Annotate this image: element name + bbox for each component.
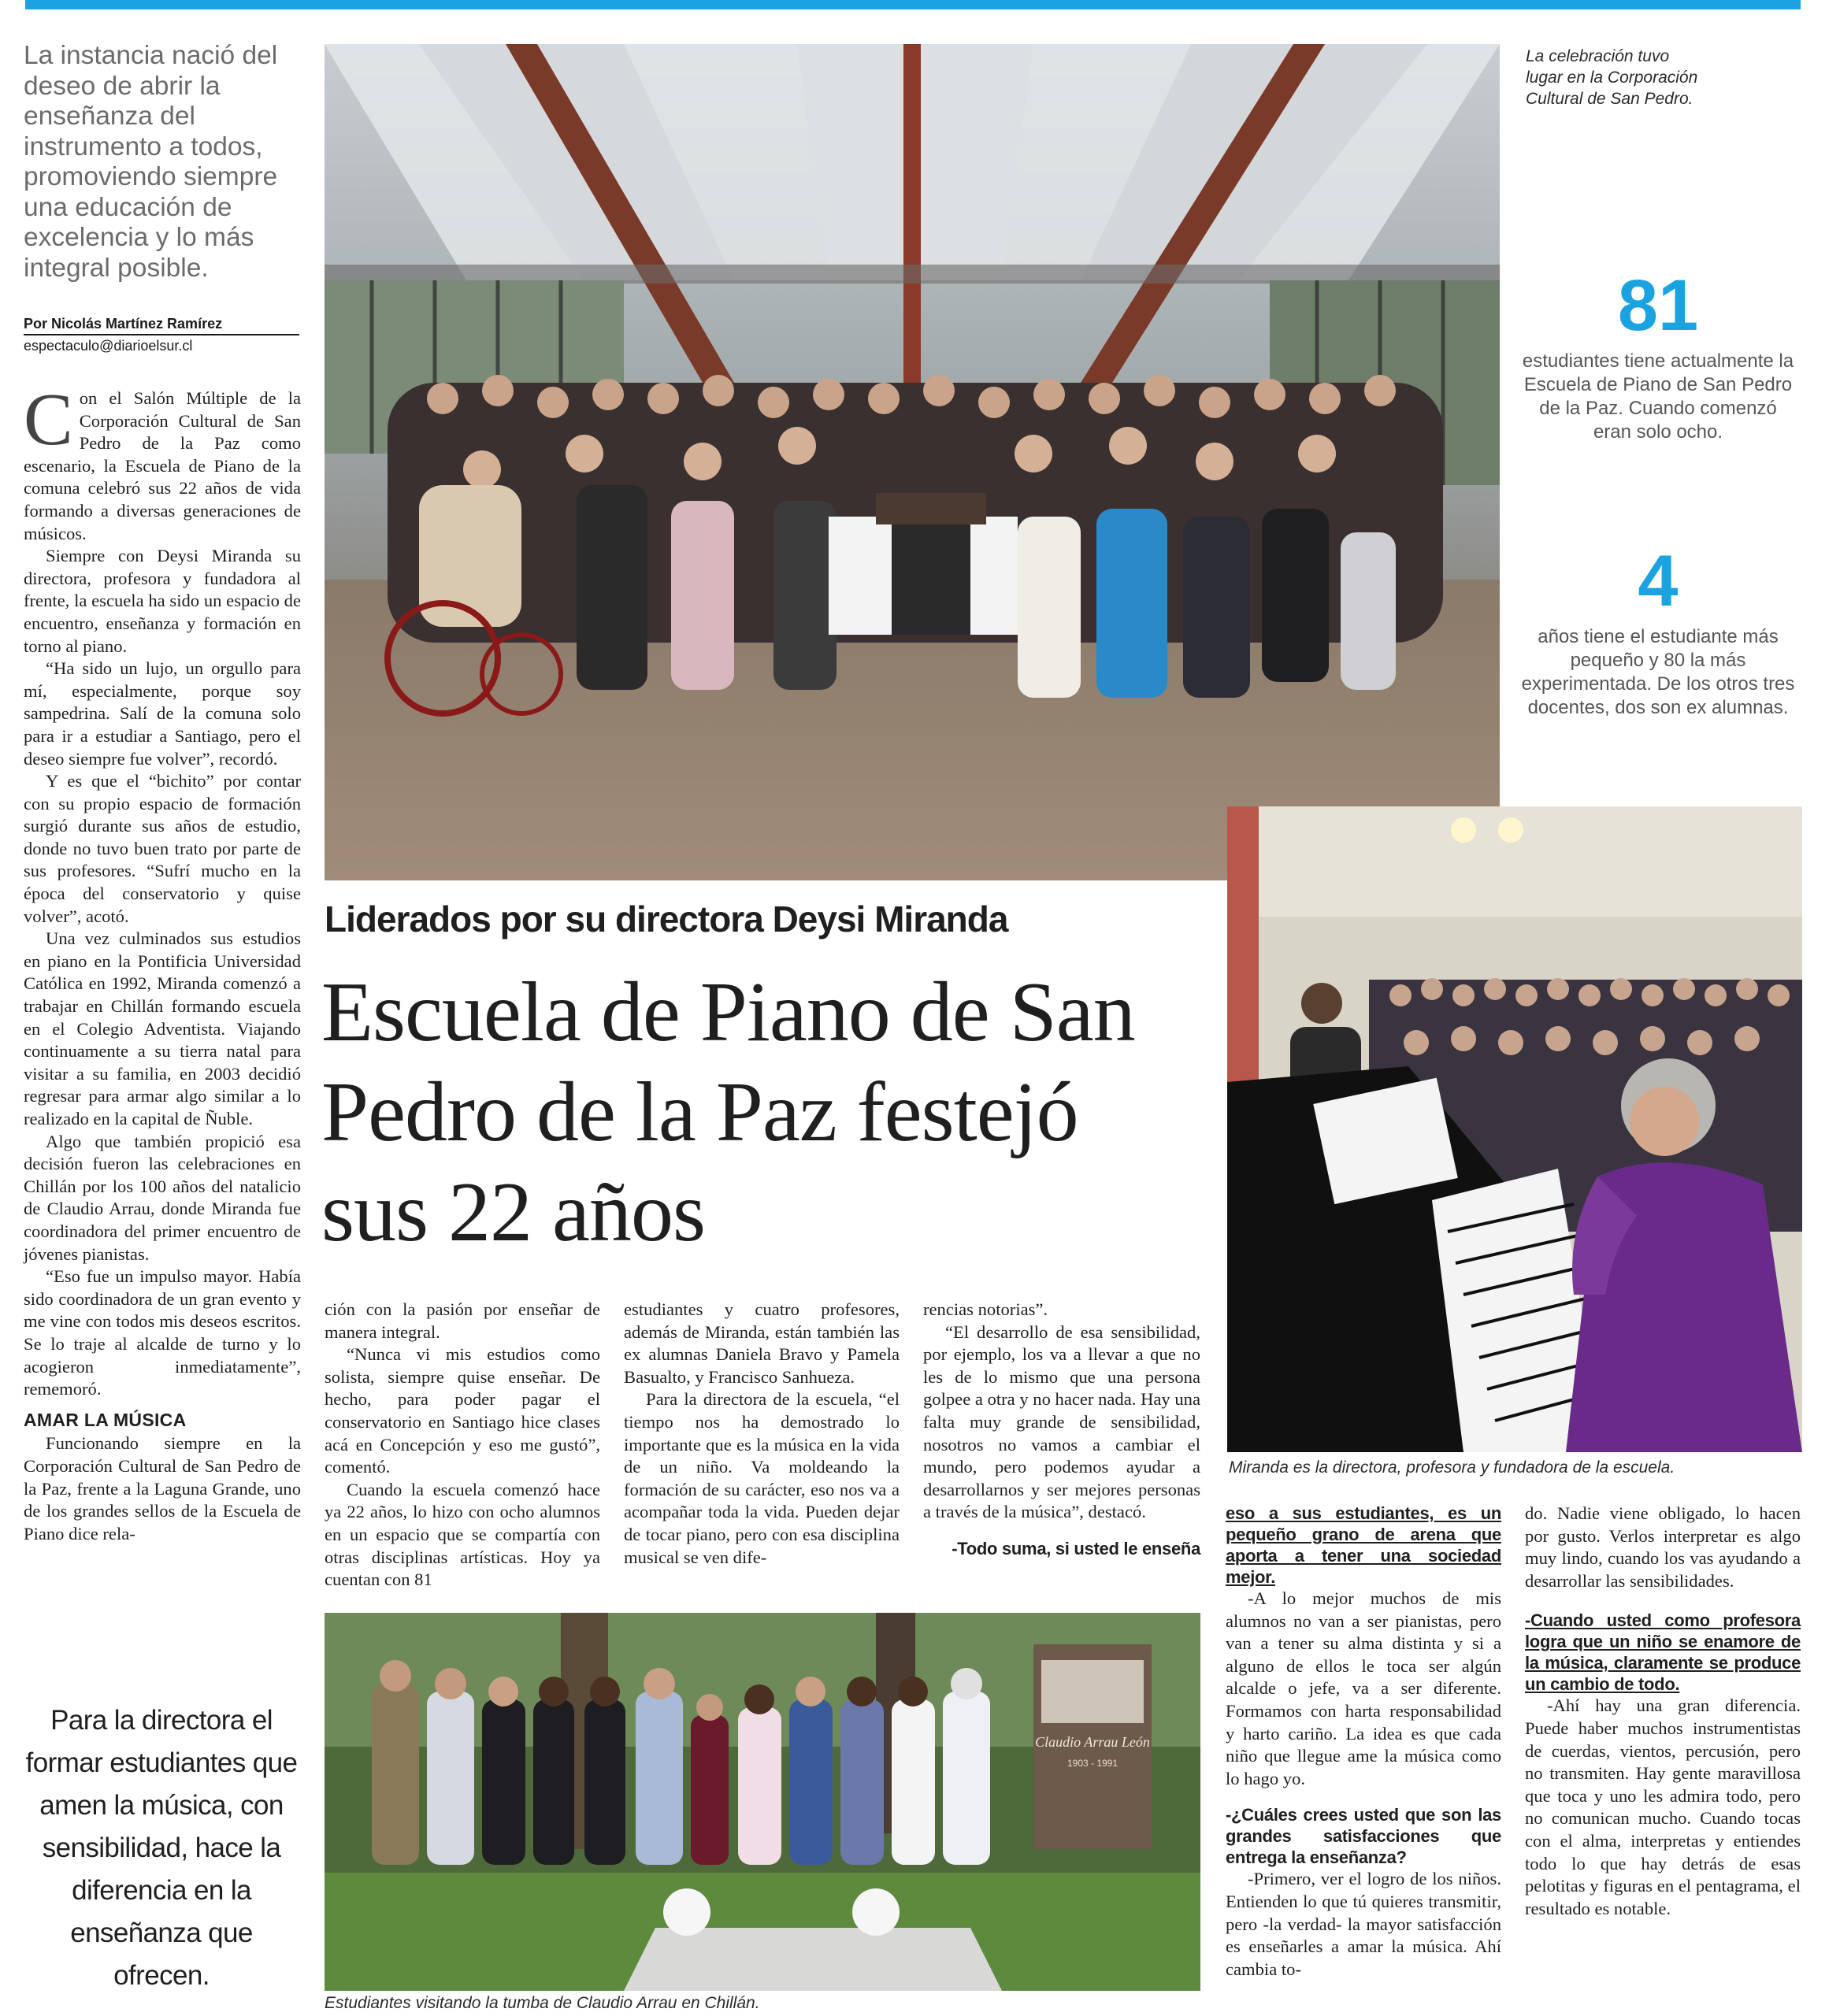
col6-paragraph-1: do. Nadie viene obligado, lo hacen por gusto. Verlos interpretar es algo muy lindo, cuando los vas ayudando a desarrollar las sensibilidades. — [1525, 1503, 1801, 1591]
column-4 — [923, 1299, 1200, 1559]
main-photo-celebration — [325, 44, 1500, 880]
byline-author: Por Nicolás Martínez Ramírez — [24, 315, 299, 335]
stat-block-2 — [1520, 541, 1796, 720]
kicker: Liderados por su directora Deysi Miranda — [325, 899, 1008, 939]
col3-paragraph-2: Para la directora de la escuela, “el tiempo nos ha demostrado lo importante que es la música en la vida de un niño. Va moldeando la formación de su carácter, eso nos va a acompañar toda la vida. Pueden dejar de tocar piano, pero con esa disciplina musical se ven dife- — [624, 1389, 900, 1567]
col2-paragraph-3: Cuando la escuela comenzó hace ya 22 años, lo hizo con ocho alumnos en un espacio que se compartía con otras disciplinas artísticas. Hoy ya cuentan con 81 — [325, 1479, 600, 1590]
byline — [24, 315, 299, 354]
col6-question: -Cuando usted como profesora logra que un niño se enamore de la música, claramente se produce un cambio de todo. — [1525, 1610, 1801, 1695]
stat-description: estudiantes tiene actualmente la Escuela de Piano de San Pedro de la Paz. Cuando comenzó eran solo ocho. — [1522, 350, 1794, 443]
col1-paragraph-2: Siempre con Deysi Miranda su directora, profesora y fundadora al frente, la escuela ha sido un espacio de encuentro, enseñanza y formación en torno al piano. — [24, 546, 301, 656]
top-accent-bar — [25, 0, 1801, 9]
stat-description: años tiene el estudiante más pequeño y 80 la más experimentada. De los otros tres docentes, dos son ex alumnas. — [1521, 626, 1795, 718]
tomb-photo-caption: Estudiantes visitando la tumba de Claudio Arrau en Chillán. — [325, 1994, 760, 2012]
col1-paragraph-6: Algo que también propició esa decisión fueron las celebraciones en Chillán por los 100 años del natalicio de Claudio Arrau, donde Miranda fue coordinadora del primer encuentro de jóvenes pianistas. — [24, 1131, 301, 1264]
headline: Escuela de Piano de San Pedro de la Paz festejó sus 22 años — [321, 965, 1135, 1259]
col1-paragraph-3: “Ha sido un lujo, un orgullo para mí, especialmente, porque soy sampedrina. Salí de la comuna solo para ir a estudiar a Santiago, pero el deseo siempre fue volver”, recordó. — [24, 658, 301, 769]
stat-number: 81 — [1617, 265, 1699, 346]
stat-number: 4 — [1638, 541, 1679, 621]
column-2 — [325, 1299, 600, 1592]
col1-paragraph-4: Y es que el “bichito” por contar con su propio espacio de formación surgió durante sus años de estudio, donde no tuvo buen trato por parte de sus profesores. “Sufrí mucho en la época del conservatorio y quise volver”, acotó. — [24, 771, 301, 926]
col5-question-1: eso a sus estudiantes, es un pequeño grano de arena que aporta a tener una sociedad mejor. — [1226, 1503, 1501, 1587]
col1-paragraph-1: Con el Salón Múltiple de la Corporación Cultural de San Pedro de la Paz como escenario, la Escuela de Piano de la comuna celebró sus 22 años de vida formando a diversas generaciones de músicos. — [24, 379, 301, 543]
col5-question-2: -¿Cuáles crees usted que son las grandes satisfacciones que entrega la enseñanza? — [1226, 1805, 1501, 1868]
col2-paragraph-2: “Nunca vi mis estudios como solista, siempre quise enseñar. De hecho, para poder pagar el conservatorio en Santiago hice clases acá en Concepción y eso me gustó”, comentó. — [325, 1344, 600, 1477]
byline-email: espectaculo@diarioelsur.cl — [24, 338, 193, 354]
column-1 — [24, 379, 301, 1545]
tomb-visit-photo — [325, 1613, 1200, 1991]
col5-paragraph-1: -A lo mejor muchos de mis alumnos no van a ser pianistas, pero van a tener su alma distinta y si a alguno de ellos le toca ser algún alcalde o jefe, va a ser diferente. Formamos con harta responsabilidad y harto cariño. La idea es que cada niño que llegue ame la música como lo hago yo. — [1226, 1588, 1501, 1788]
tomb-sign-name: Claudio Arrau León — [1035, 1734, 1150, 1750]
piano-photo-caption: Miranda es la directora, profesora y fundadora de la escuela. — [1229, 1458, 1675, 1477]
col2-paragraph-1: ción con la pasión por enseñar de manera integral. — [325, 1299, 600, 1342]
col1-paragraph-5: Una vez culminados sus estudios en piano en la Pontificia Universidad Católica en 1992, Miranda comenzó a trabajar en Chillán formando escuela en el Colegio Adventista. Viajando continuamente a su tierra natal para visitar a su familia, en 2003 decidió regresar para armar algo similar a lo realizado en la capital de Ñuble. — [24, 928, 301, 1128]
pull-quote: Para la directora el formar estudiantes que amen la música, con sensibilidad, hace la diferencia en la enseñanza que ofrecen. — [25, 1705, 298, 1991]
col4-paragraph-1: rencias notorias”. — [923, 1299, 1048, 1319]
section-subhead: AMAR LA MÚSICA — [24, 1409, 187, 1430]
article-lead: La instancia nació del deseo de abrir la enseñanza del instrumento a todos, promoviendo siempre una educación de excelencia y lo más integral posible. — [24, 41, 278, 283]
main-photo-caption: La celebración tuvo lugar en la Corporación Cultural de San Pedro. — [1526, 47, 1698, 108]
col4-paragraph-2: “El desarrollo de esa sensibilidad, por ejemplo, los va a llevar a que no les de lo mismo que una persona golpee a otra y no hacer nada. Hay una falta muy grande de sensibilidad, nosotros no vamos a cambiar el mundo, pero podemos ayudar a desarrollarnos y ser mejores personas a través de la música”, destacó. — [923, 1321, 1200, 1522]
col1-paragraph-8: Funcionando siempre en la Corporación Cultural de San Pedro de la Paz, frente a la Laguna Grande, uno de los grandes sellos de la Escuela de Piano dice rela- — [24, 1433, 301, 1544]
tomb-sign-years: 1903 - 1991 — [1067, 1758, 1118, 1769]
stat-block-1 — [1520, 265, 1796, 444]
piano-photo — [1227, 806, 1802, 1452]
col4-question: -Todo suma, si usted le enseña — [952, 1538, 1200, 1558]
col5-paragraph-2: -Primero, ver el logro de los niños. Entienden lo que tú quieres transmitir, pero -la verdad- la mayor satisfacción es enseñarles a amar la música. Ahí cambia to- — [1226, 1869, 1501, 1979]
column-3 — [624, 1299, 900, 1569]
col3-paragraph-1: estudiantes y cuatro profesores, además de Miranda, están también las ex alumnas Daniela Bravo y Pamela Basualto, y Francisco Sanhueza. — [624, 1299, 900, 1387]
col1-paragraph-7: “Eso fue un impulso mayor. Había sido coordinadora de un gran evento y me vine con todos mis deseos escritos. Se lo traje al alcalde de turno y lo acogieron inmediatamente”, rememoró. — [24, 1266, 301, 1399]
column-6 — [1525, 1503, 1801, 1920]
column-5 — [1226, 1503, 1501, 1981]
drop-cap: C — [24, 379, 73, 461]
col6-paragraph-2: -Ahí hay una gran diferencia. Puede haber muchos instrumentistas de cuerdas, vientos, percusión, pero no transmiten. Hay gente maravillosa que toca y uno les admira todo, pero no comunican mucho. Cuando tocas con el alma, interpretas y entiendes todo lo que hay detrás de esas pelotitas y figuras en el pentagrama, el resultado es notable. — [1525, 1695, 1801, 1918]
